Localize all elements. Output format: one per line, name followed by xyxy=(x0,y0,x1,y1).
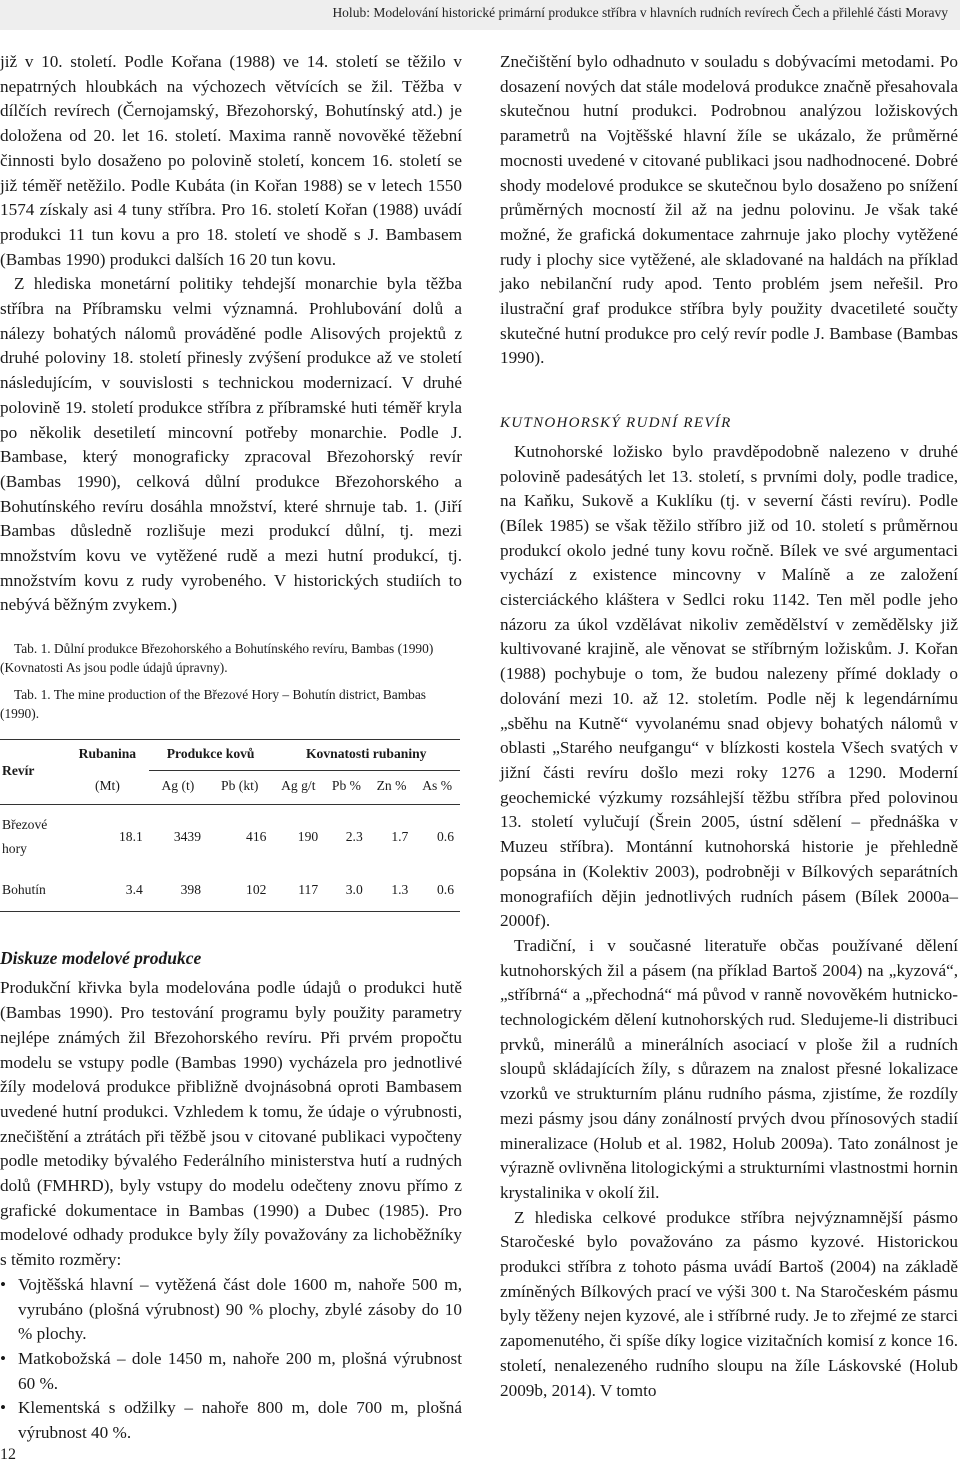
running-title: Holub: Modelování historické primární produkce stříbra v hlavních rudních revírech Čech a přilehlé části Moravy xyxy=(332,5,948,20)
right-paragraph-3: Tradiční, i v současné literatuře občas používané dělení kutnohorských žil a pásem (na příklad Bartoš 2004) na „kyzová“, „stříbrná“ a „přechodná“ má původ v ranně novověkém hutnicko-technologickém dělení kutnohorských rud. Sledujeme-li distribuci prvků, minerálů a minerálních asociací v ploše žil a rudních sloupů skládajících žíly, s důrazem na znalost přesné lokalizace vzorků ve strukturním plánu rudního pásma, zjistíme, že rozdíly mezi pásmy jsou dány zonálností prvých dvou přínosových stadií mineralizace (Holub et al. 1982, Holub 2009a). Tato zonálnost je výrazně ovlivněna litologickými a strukturními vlastnostmi hornin krystalinika v okolí žil. xyxy=(500,935,958,1202)
cell: 3.0 xyxy=(324,870,369,911)
production-table xyxy=(0,739,460,912)
unit-zn-pct: Zn % xyxy=(369,770,415,804)
cell: 18.1 xyxy=(119,828,143,844)
cell: 117 xyxy=(272,870,324,911)
right-paragraph-1: Znečištění bylo odhadnuto v souladu s dobývacími metodami. Po dosazení nových dat stále modelová produkce značně přesahovala skutečnou hutní produkci. Podrobnou analýzou ložiskových parametrů na Vojtěšské hlavní žíle se ukázalo, že průměrné mocnosti uvedené v citované publikaci jsou nadhodnocené. Dobré shody modelové produkce se skutečnou bylo dosaženo po snížení průměrných mocností žil až na jednu polovinu. Je však také možné, že grafická dokumentace zahrnuje jako plochy vytěžené rudy i plochy sice vytěžené, ale skladované na haldách na příklad jako nebilanční rudy apod. Tento problém jsem neřešil. Pro ilustrační graf produkce stříbra byly použity dvacetileté součty skutečné hutní produkce pro celý revír podle J. Bambase (Bambas 1990). xyxy=(500,52,958,368)
unit-pb-kt: Pb (kt) xyxy=(207,770,272,804)
left-paragraph-3: Produkční křivka byla modelována podle údajů o produkci hutě (Bambas 1990). Pro testování programu byly použity parametry nejlépe známých žil Březohorského revíru. Při prvém propočtu modelu se vstupy podle (Bambas 1990) vycházela pro jednotlivé žíly modelová produkce přibližně dvojnásobná oproti Bambasem uvedené hutní produkci. Vzhledem k tomu, že údaje o výrubnosti, znečištění a ztrátách při těžbě jsou v citované publikaci vypočteny podle metodiky bývalého Federálního ministerstva hutí a rudných dolů (FMHRD), byly vstupy do modelu odečteny znovu přímo z grafické dokumentace in Bambas (1990) a Dubec (1985). Pro modelové odhady produkce byly žíly považovány za lichoběžníky s těmito rozměry: xyxy=(0,978,462,1270)
cell: 416 xyxy=(246,828,267,844)
right-paragraph-2: Kutnohorské ložisko bylo pravděpodobně nalezeno v druhé polovině padesátých let 13. století, s prvními doly, podle tradice, na Kaňku, Sukově a Kuklíku (tj. v severní části revíru). Podle (Bílek 1985) se však těžilo stříbro již od 10. století s průměrnou produkcí okolo jedné tuny kovu ročně. Bílek ve své argumentaci vychází z existence mincovny v Malíně a ze založení cisterciáckého kláštera v Sedlci roku 1142. Ten měl podle jeho názoru za úkol vzdělávat nikoliv zemědělství v zemědělsky již kultivované krajině, ale věnovat se stříbrným ložiskům. J. Kořan (1988) pochybuje o tom, že budou nalezeny přímé doklady o dolování mezi 10. až 12. stoletím. Podle něj k legendárnímu „sběhu na Kutně“ vyvolanému snad objevy bohatých nálomů v oblasti „Starého neufgangu“ v blízkosti kostela Všech svatých v jižní části revíru došlo mezi roky 1276 a 1290. Moderní geochemické výzkumy rozsáhlejší těžbu stříbra před polovinou 13. století vylučují (Šrein 2005, ústní sdělení – přednáška v Muzeu stříbra). Montánní kutnohorská historie je přehledně popsána in (Kolektiv 2003), podrobněji v Bílkových separátních monografiích dějin jednotlivých rudních pásem (Bílek 2000a–2000f). xyxy=(500,441,958,931)
table-header-row-1 xyxy=(0,740,460,771)
col-produkce: Produkce kovů xyxy=(149,740,273,771)
cell: 0.6 xyxy=(437,828,454,844)
table-caption-cz: Tab. 1. Důlní produkce Březohorského a Bohutínského revíru, Bambas (1990) (Kovnatosti As jsou podle údajů úpravny). xyxy=(0,641,434,675)
row-name: Březové hory xyxy=(2,816,48,857)
cell: 2.3 xyxy=(345,828,363,844)
bullet-list xyxy=(0,1273,462,1446)
cell: 1.7 xyxy=(391,828,409,844)
unit-ag-gt: Ag g/t xyxy=(272,770,324,804)
col-rubanina: Rubanina xyxy=(78,746,137,762)
left-paragraph-1: již v 10. století. Podle Kořana (1988) ve 14. století se těžilo v nepatrných hloubkách na výchozech větvících se žil. Těžba v dílčích revírech (Černojamský, Březohorský, Bohutínský atd.) je doložena od 20. let 16. století. Maxima ranně novověké těžební činnosti bylo dosaženo po polovině století, koncem 16. století se již téměř netěžilo. Podle Kubáta (in Kořan 1988) se v letech 1550 1574 získaly asi 4 tuny stříbra. Pro 16. století Kořan (1988) uvádí produkci 11 tun kovu a pro 18. století ve shodě s J. Bambasem (Bambas 1990) produkci dalších 16 20 tun kovu. xyxy=(0,52,462,269)
cell: 1.3 xyxy=(369,870,415,911)
section-heading-diskuze: Diskuze modelové produkce xyxy=(0,947,202,968)
unit-as-pct: As % xyxy=(414,770,460,804)
table-row xyxy=(0,804,460,870)
table-header-row-2 xyxy=(0,770,460,804)
left-paragraph-2: Z hlediska monetární politiky tehdejší monarchie byla těžba stříbra na Příbramsku velmi významná. Prohlubování dolů a nálezy bohatých nálomů prováděné podle Alisových projektů z druhé poloviny 18. století přinesly zvýšení produkce až ve století následujícím, v souvislosti s technickou modernizací. V druhé polovině 19. století produkce stříbra z příbramské huti téměř kryla po několik desetiletí mincovní potřeby monarchie. Podle J. Bambase, který monograficky zpracoval Březohorský revír (Bambas 1990), celková důlní produkce Březohorského a Bohutínského revíru dosáhla množství, které shrnuje tab. 1. (Jiří Bambas důsledně rozlišuje mezi produkcí důlní, tj. mezi množstvím kovu ve vytěžené rudě a mezi hutní produkcí, tj. množstvím kovu z rudy vyrobeného. V historických studiích to nebývá běžným zvykem.) xyxy=(0,274,462,615)
table-caption-en: Tab. 1. The mine production of the Březové Hory – Bohutín district, Bambas (1990). xyxy=(0,687,426,721)
page-number: 12 xyxy=(0,1446,16,1463)
list-item: • Matkobožská – dole 1450 m, nahoře 200 m, plošná výrubnost 60 %. xyxy=(0,1347,462,1396)
cell: 3.4 xyxy=(66,870,149,911)
left-column xyxy=(0,50,462,1446)
unit-pb-pct: Pb % xyxy=(324,770,369,804)
unit-mt: (Mt) xyxy=(66,770,149,804)
table-row xyxy=(0,870,460,911)
col-kovnatosti: Kovnatosti rubaniny xyxy=(272,740,460,771)
unit-ag-t: Ag (t) xyxy=(149,770,207,804)
row-name: Bohutín xyxy=(0,870,66,911)
cell: 398 xyxy=(149,870,207,911)
section-heading-kutnohorsky: KUTNOHORSKÝ RUDNÍ REVÍR xyxy=(500,415,732,432)
list-item: • Vojtěšská hlavní – vytěžená část dole 1600 m, nahoře 500 m, vyrubáno (plošná výrubnost) 90 % plochy, zbylé zásoby do 10 % plochy. xyxy=(0,1273,462,1347)
table-caption-block xyxy=(0,640,462,723)
col-revir: Revír xyxy=(0,740,66,804)
list-item: • Klementská s odžilky – nahoře 800 m, dole 700 m, plošná výrubnost 40 %. xyxy=(0,1396,462,1445)
right-column xyxy=(500,50,958,1403)
right-paragraph-4: Z hlediska celkové produkce stříbra nejvýznamnější pásmo Staročeské bylo považováno za pásmo kyzové. Historickou produkci stříbra z tohoto pásma uvádí Bartoš (2004) na základě zmíněných Bílkových prací ve výši 300 t. Na Staročeském pásmu byly těženy nejen kyzové, ale i stříbrné rudy. Je to zřejmé ze starci zapomenutého, či spíše díky logice vizitačních komisí z konce 16. století, nenalezeného rudního sloupu na žíle Láskovské (Holub 2009b, 2014). V tomto xyxy=(500,1207,958,1400)
cell: 102 xyxy=(207,870,272,911)
running-header xyxy=(0,0,960,30)
cell: 190 xyxy=(297,828,319,844)
cell: 3439 xyxy=(173,828,202,844)
cell: 0.6 xyxy=(414,870,460,911)
